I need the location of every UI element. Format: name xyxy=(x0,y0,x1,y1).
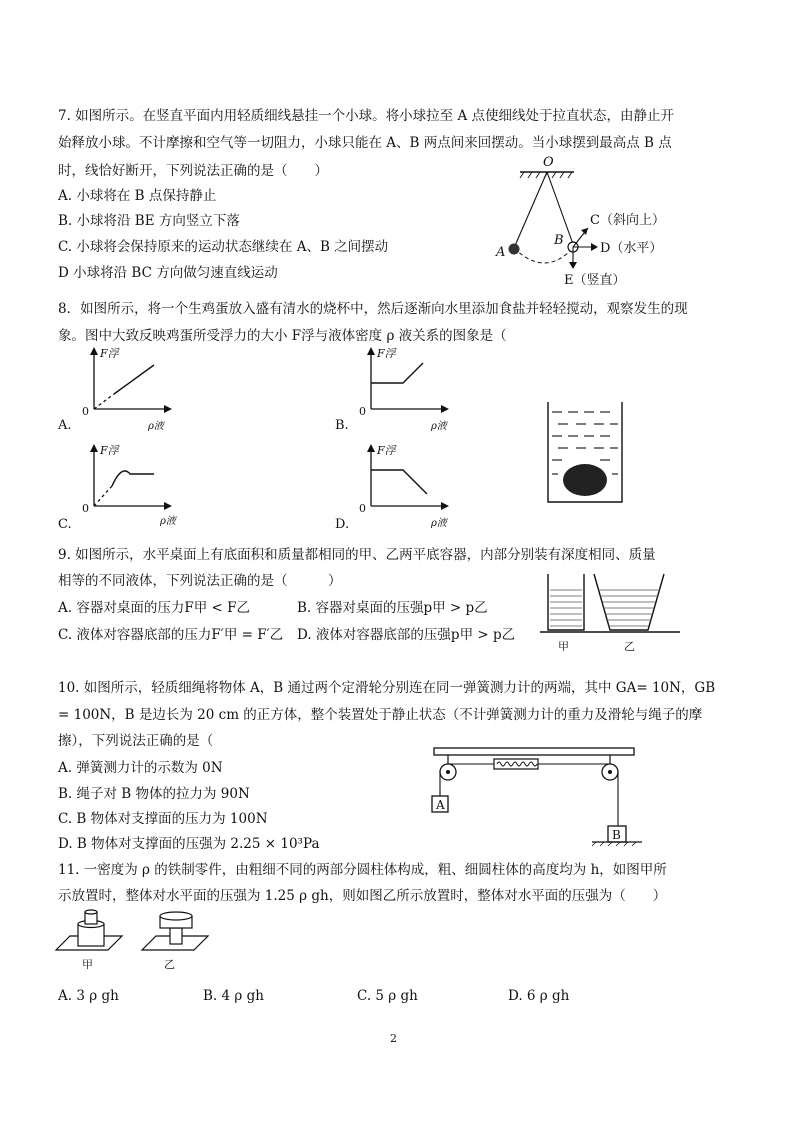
q8-graph-d xyxy=(335,440,465,532)
q7-label-o: O xyxy=(543,155,554,170)
q8d-origin: 0 xyxy=(359,502,366,515)
q11-option-d: D. 6 ρ gh xyxy=(508,988,570,1004)
q8a-y-label: F浮 xyxy=(100,347,119,360)
q10-option-b: B. 绳子对 B 物体的拉力为 90N xyxy=(58,786,250,802)
q7-label-d: D（水平） xyxy=(600,241,663,256)
q8a-x-label: ρ液 xyxy=(148,421,164,432)
q7-ball-a xyxy=(509,244,520,255)
q7-label-e: E（竖直） xyxy=(564,273,626,288)
q9-label-jia: 甲 xyxy=(558,640,569,653)
q9-label-yi: 乙 xyxy=(624,640,635,653)
q10-text-line2: = 100N，B 是边长为 20 cm 的正方体，整个装置处于静止状态（不计弹簧测力计的重力及滑轮与绳子的摩 xyxy=(58,707,703,723)
q8a-origin: 0 xyxy=(82,405,89,418)
q11-text-line2: 示放置时，整体对水平面的压强为 1.25 ρ gh，则如图乙所示放置时，整体对水平面的压强为（ ） xyxy=(58,888,667,904)
q10-option-d: D. B 物体对支撑面的压强为 2.25 × 10³Pa xyxy=(58,836,320,852)
q10-option-c: C. B 物体对支撑面的压力为 100N xyxy=(58,811,268,827)
q7-label-b: B xyxy=(554,233,564,248)
q11-label-yi: 乙 xyxy=(164,958,175,971)
q8d-x-label: ρ液 xyxy=(431,518,447,529)
q10-label-a: A xyxy=(436,798,445,812)
q7-label-c: C（斜向上） xyxy=(590,213,665,228)
q7-text-line3: 时，线恰好断开，下列说法正确的是（ ） xyxy=(58,163,328,179)
q8-graph-a xyxy=(58,345,188,435)
q7-option-d: D 小球将沿 BC 方向做匀速直线运动 xyxy=(58,265,278,281)
q11-text-line1: 11. 一密度为 ρ 的铁制零件，由粗细不同的两部分圆柱体构成，粗、细圆柱体的高度均为 h，如图甲所 xyxy=(58,862,667,878)
q7-option-a: A. 小球将在 B 点保持静止 xyxy=(58,188,217,204)
q7-text-line2: 始释放小球。不计摩擦和空气等一切阻力，小球只能在 A、B 两点间来回摆动。当小球摆到最高点 B 点 xyxy=(58,135,672,151)
q8b-y-label: F浮 xyxy=(377,347,396,360)
q9-option-c: C. 液体对容器底部的压力F′甲 = F′乙 xyxy=(58,627,284,643)
q8c-x-label: ρ液 xyxy=(160,516,176,527)
q8d-y-label: F浮 xyxy=(377,444,396,457)
q10-pulley-figure xyxy=(420,746,650,846)
q11-option-a: A. 3 ρ gh xyxy=(58,988,119,1004)
q8c-y-label: F浮 xyxy=(100,444,119,457)
q8b-option-label: B. xyxy=(335,418,349,433)
q8b-x-label: ρ液 xyxy=(431,421,447,432)
q7-option-c: C. 小球将会保持原来的运动状态继续在 A、B 之间摆动 xyxy=(58,239,389,255)
q9-option-b: B. 容器对桌面的压强p甲 > p乙 xyxy=(297,600,488,616)
q9-option-a: A. 容器对桌面的压力F甲 < F乙 xyxy=(58,600,250,616)
q8-graph-c xyxy=(58,440,188,532)
q11-option-b: B. 4 ρ gh xyxy=(203,988,264,1004)
q7-pendulum-figure xyxy=(490,150,700,290)
q10-text-line1: 10. 如图所示，轻质细绳将物体 A，B 通过两个定滑轮分别连在同一弹簧测力计的两端，其中 GA= 10N，GB xyxy=(58,680,716,696)
q9-containers-figure xyxy=(540,568,690,656)
q8-graph-b xyxy=(335,345,465,435)
q11-option-c: C. 5 ρ gh xyxy=(357,988,418,1004)
q7-text-line1: 7. 如图所示。在竖直平面内用轻质细线悬挂一个小球。将小球拉至 A 点使细线处于拉直状态，由静止开 xyxy=(58,108,675,124)
page-number: 2 xyxy=(390,1032,397,1045)
q7-label-a: A xyxy=(496,245,506,260)
q7-option-b: B. 小球将沿 BE 方向竖立下落 xyxy=(58,213,240,229)
q11-cylinders-figure xyxy=(50,908,220,978)
q10-label-b: B xyxy=(612,828,621,842)
q8d-option-label: D. xyxy=(335,517,350,532)
q9-text-line1: 9. 如图所示，水平桌面上有底面积和质量都相同的甲、乙两平底容器，内部分别装有深度相同、质量 xyxy=(58,547,656,563)
q11-label-jia: 甲 xyxy=(82,958,93,971)
q8-text-line2: 象。图中大致反映鸡蛋所受浮力的大小 F浮与液体密度 ρ 液关系的图象是（ xyxy=(58,328,507,344)
q10-text-line3: 擦），下列说法正确的是（ xyxy=(58,733,214,749)
q9-text-line2: 相等的不同液体，下列说法正确的是（ ） xyxy=(58,573,342,589)
q8-text-line1: 8．如图所示，将一个生鸡蛋放入盛有清水的烧杯中，然后逐渐向水里添加食盐并轻轻搅动，观察发生的现 xyxy=(58,301,688,317)
q8a-option-label: A. xyxy=(58,418,72,433)
q8c-origin: 0 xyxy=(82,502,89,515)
q8-egg xyxy=(563,464,607,496)
q8-beaker-egg-figure xyxy=(540,400,630,510)
q8c-option-label: C. xyxy=(58,517,72,532)
q9-option-d: D. 液体对容器底部的压强p甲 > p乙 xyxy=(297,627,516,643)
q8b-origin: 0 xyxy=(359,405,366,418)
q10-option-a: A. 弹簧测力计的示数为 0N xyxy=(58,760,223,776)
